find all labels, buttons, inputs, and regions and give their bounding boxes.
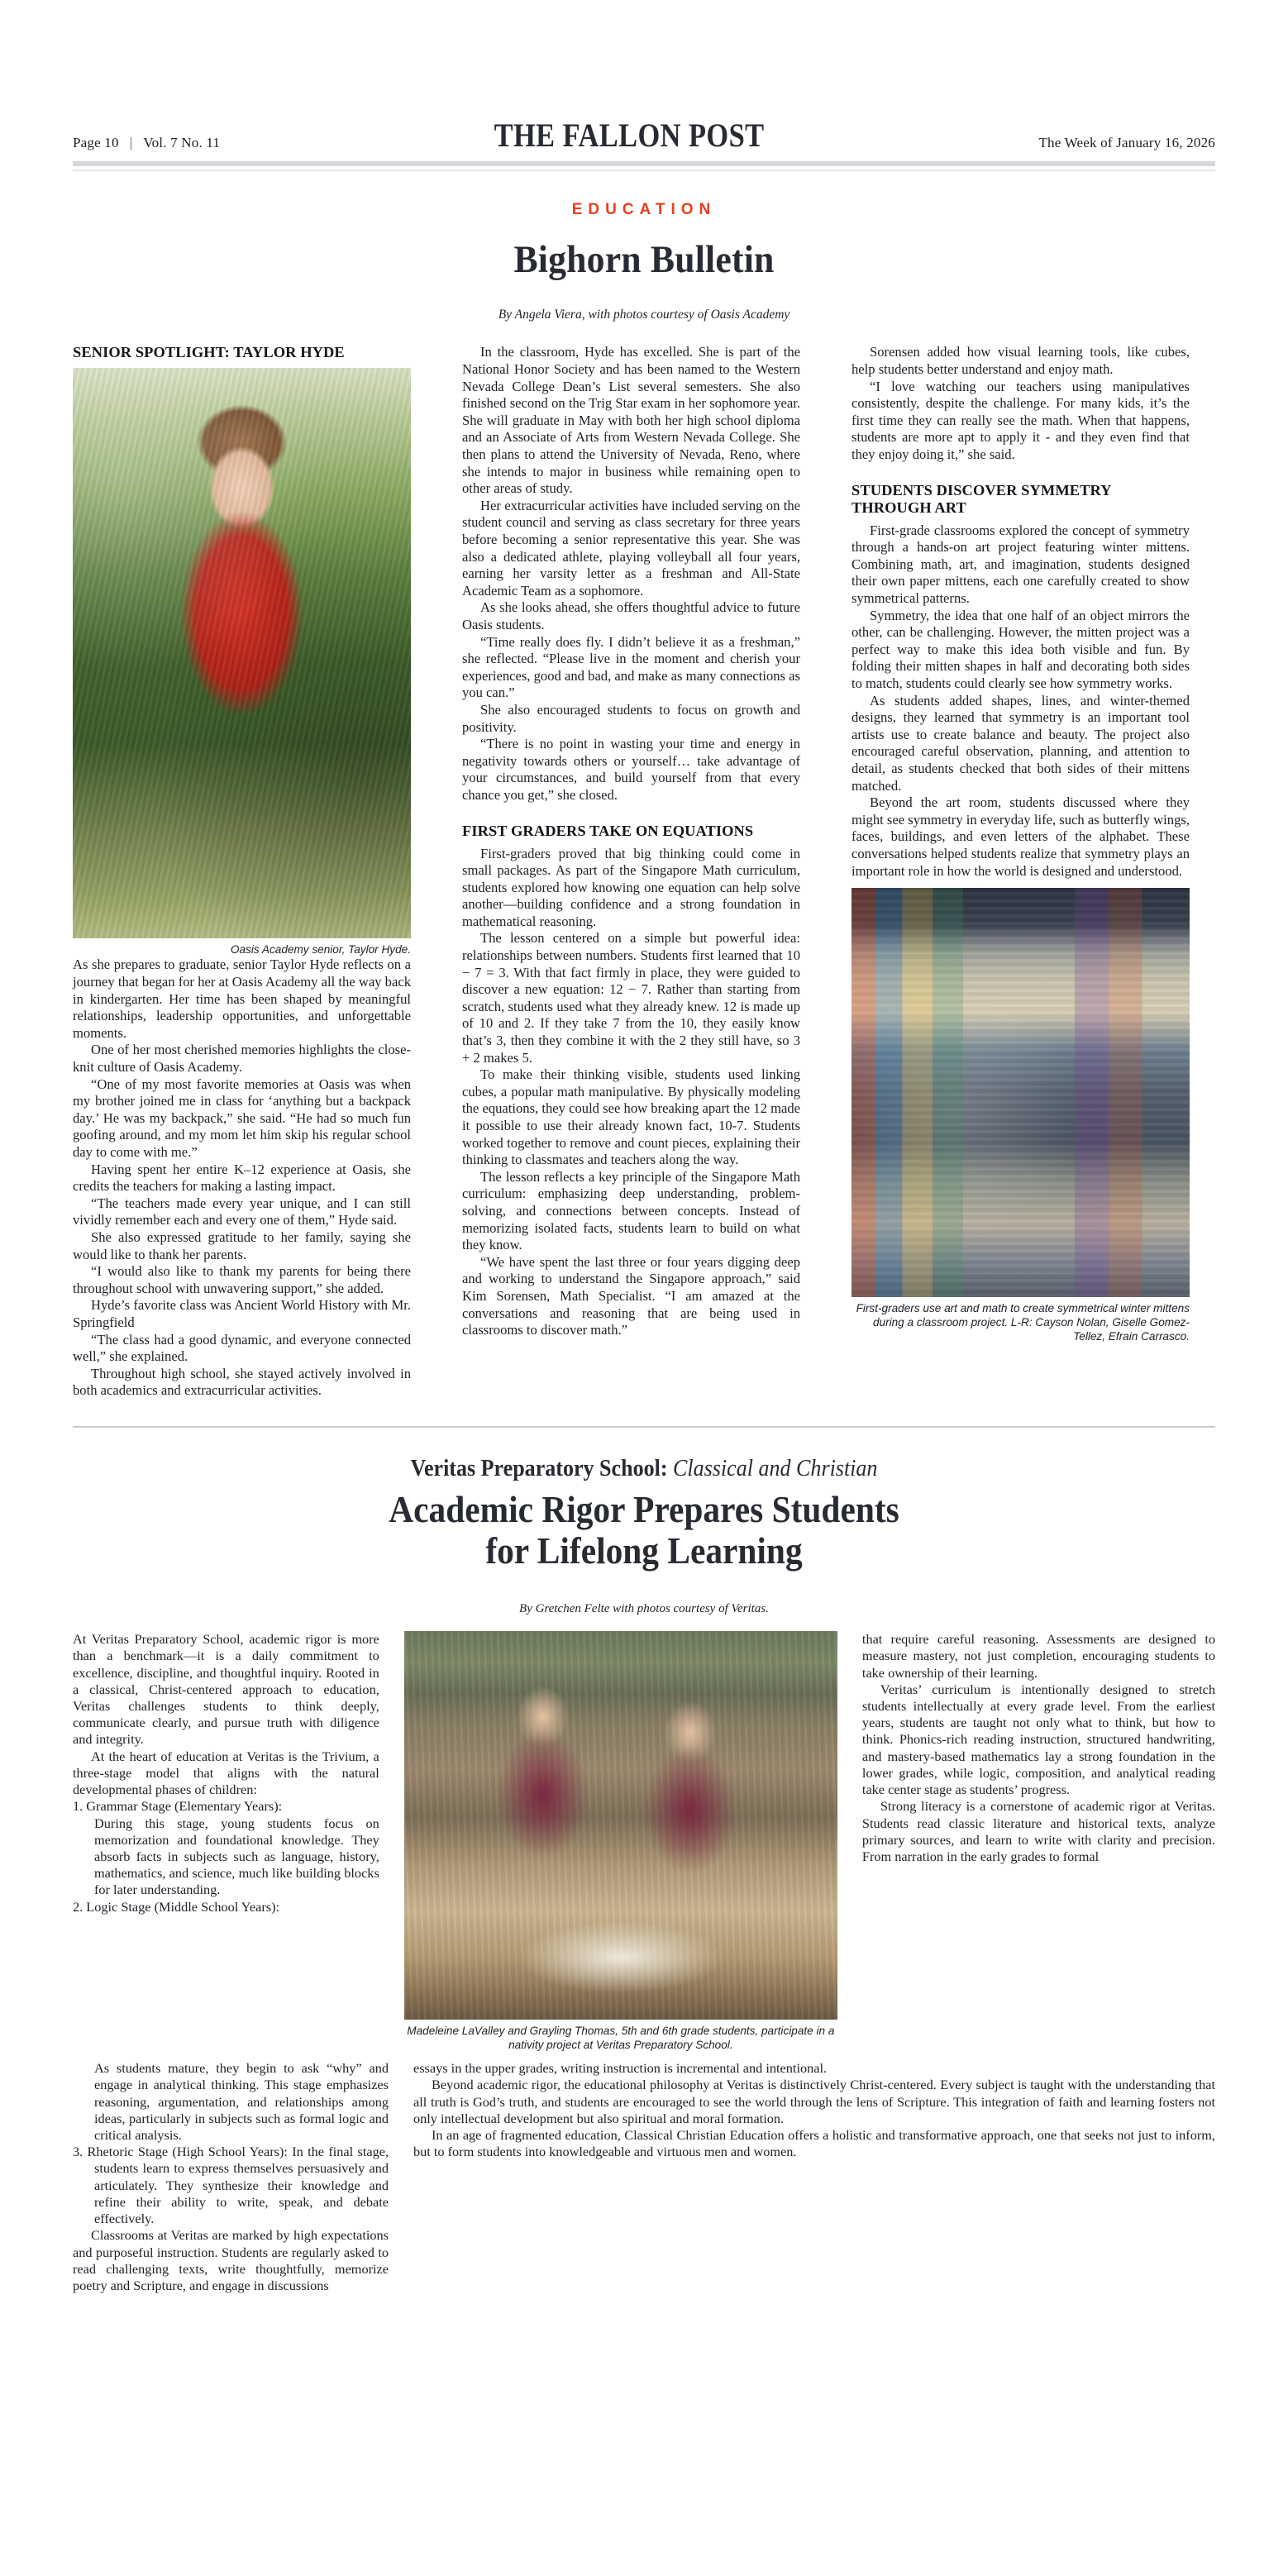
subhead-first-graders-equations: FIRST GRADERS TAKE ON EQUATIONS [462, 822, 754, 839]
masthead [73, 0, 1215, 154]
paragraph: Sorensen added how visual learning tools, like cubes, help students better understand and enjoy math. [852, 344, 1190, 378]
paragraph: The lesson reflects a key principle of the Singapore Math curriculum: emphasizing deep understanding, problem-solving, and connections between concepts. Instead of memorizing isolated facts, students learn to build on what they know. [462, 1168, 800, 1253]
subhead-senior-spotlight: SENIOR SPOTLIGHT: TAYLOR HYDE [73, 344, 345, 361]
veritas-kicker [112, 1456, 1175, 1482]
list-item [73, 1899, 379, 1915]
trivium-list [73, 1798, 379, 1915]
masthead-rule-thin [73, 169, 1215, 171]
paragraph: Strong literacy is a cornerstone of academic rigor at Veritas. Students read classic literature and historical texts, analyze primary sources, and learn to write with clarity and precision. From narration in the early grades to formal [861, 1798, 1215, 1864]
veritas-headline-line-2: for Lifelong Learning [485, 1529, 803, 1572]
article-divider [73, 1426, 1215, 1428]
veritas-byline: By Gretchen Felte with photos courtesy of Veritas. [519, 1602, 769, 1616]
paragraph: “There is no point in wasting your time and energy in negativity towards others or yourself… take advantage of your circumstances, and build yourself from that every chance you get,” she closed. [462, 736, 800, 803]
paragraph: Beyond the art room, students discussed where they might see symmetry in everyday life, such as butterfly wings, faces, buildings, and even letters of the alphabet. These conversations helped students realize that symmetry plays an important role in how the world is designed and understood. [852, 794, 1190, 879]
subhead-symmetry-through-art: STUDENTS DISCOVER SYMMETRY THROUGH ART [852, 481, 1111, 516]
newspaper-title: THE FALLON POST [494, 117, 765, 154]
paragraph: Veritas’ curriculum is intentionally designed to stretch students intellectually at every grade level. From the earliest years, students are taught not only what to think, but how to think. Phonics-rich reading instruction, structured handwriting, and mastery-based mathematics lay a strong foundation in the lower grades, while logic, composition, and analytical reading take center stage as students’ progress. [861, 1681, 1215, 1798]
column-one [73, 344, 411, 1399]
photo-first-graders-classroom [852, 888, 1190, 1297]
trivium-number: 2. [73, 1898, 83, 1915]
paragraph: She also expressed gratitude to her family, saying she would like to thank her parents. [73, 1228, 411, 1262]
photo-taylor-hyde [73, 368, 411, 938]
paragraph: As she prepares to graduate, senior Taylor Hyde reflects on a journey that began for her at Oasis Academy all the way back in kindergarten. Her time has been shaped by meaningful relationships, leadership opportunities, and unforgettable moments. [73, 956, 411, 1041]
paragraph: As she looks ahead, she offers thoughtful advice to future Oasis students. [462, 599, 800, 632]
paragraph: “Time really does fly. I didn’t believe it as a freshman,” she reflected. “Please live in the moment and cherish your experiences, good and bad, and make as many connections as you can.” [462, 633, 800, 701]
veritas-top-grid [73, 1631, 1215, 2052]
trivium-title: Grammar Stage (Elementary Years): [86, 1798, 283, 1815]
caption-nativity-project: Madeleine LaValley and Grayling Thomas, 5th and 6th grade students, participate in a nativity project at Veritas Preparatory School. [407, 2025, 835, 2052]
caption-first-graders-classroom: First-graders use art and math to create symmetrical winter mittens during a classroom project. L-R: Cayson Nolan, Giselle Gomez-Tellez, Efrain Carrasco. [856, 1302, 1190, 1343]
veritas-bottom-grid [73, 2060, 1215, 2294]
paragraph: To make their thinking visible, students used linking cubes, a popular math manipulative. By physically modeling the equations, they could see how breaking apart the 12 made it possible to use their already known fact, 10-7. Students worked together to remove and count pieces, explaining their thinking to classmates and teachers along the way. [462, 1066, 800, 1168]
trivium-text: During this stage, young students focus on memorization and foundational knowledge. They absorb facts in subjects such as language, history, mathematics, and science, much like building blocks for later understanding. [94, 1815, 379, 1898]
masthead-left [73, 135, 220, 151]
paragraph: As students added shapes, lines, and winter-themed designs, they learned that symmetry is an important tool artists use to create balance and beauty. The project also encouraged careful observation, planning, and attention to detail, as students checked that both sides of their mittens matched. [852, 692, 1190, 794]
veritas-kicker-bold: Veritas Preparatory School: [410, 1455, 668, 1481]
paragraph: “The class had a good dynamic, and everyone connected well,” she explained. [73, 1331, 411, 1365]
paragraph: “I love watching our teachers using manipulatives consistently, despite the challenge. For many kids, it’s the first time they can really see the math. When that happens, students are more apt to apply it - and they even find that they enjoy doing it,” she said. [852, 378, 1190, 463]
trivium-text: As students mature, they begin to ask “why” and engage in analytical thinking. This stage emphasizes reasoning, argumentation, and relationships among ideas, particularly in subjects such as formal logic and critical analysis. [94, 2060, 389, 2144]
paragraph: In an age of fragmented education, Classical Christian Education offers a holistic and transformative approach, one that seeks not just to inform, but to form students into knowledgeable and virtuous men and women. [413, 2127, 1215, 2160]
list-item [73, 1798, 379, 1898]
volume-issue-label: Vol. 7 No. 11 [143, 135, 221, 150]
column-three [852, 344, 1190, 1343]
paragraph: Hyde’s favorite class was Ancient World History with Mr. Springfield [73, 1297, 411, 1330]
veritas-kicker-italic: Classical and Christian [673, 1455, 878, 1481]
trivium-list-continued [73, 2060, 389, 2227]
paragraph: “I would also like to thank my parents for being there throughout school with unwavering support,” she added. [73, 1263, 411, 1296]
article-byline-bighorn: By Angela Viera, with photos courtesy of Oasis Academy [498, 308, 790, 322]
paragraph: Symmetry, the idea that one half of an object mirrors the other, can be challenging. However, the mitten project was a perfect way to make this idea both visible and fun. By folding their mitten shapes in half and decorating both sides to match, students could clearly see how symmetry works. [852, 607, 1190, 691]
masthead-separator: | [129, 135, 133, 150]
paragraph: First-grade classrooms explored the concept of symmetry through a hands-on art project featuring winter mittens. Combining math, art, and imagination, students designed their own paper mittens, each one carefully created to show symmetrical patterns. [852, 522, 1190, 607]
paragraph: “We have spent the last three or four years digging deep and working to understand the Singapore approach,” said Kim Sorensen, Math Specialist. “I am amazed at the conversations and reasoning that are being used in classrooms to discover math.” [462, 1253, 800, 1338]
veritas-headline-line-1: Academic Rigor Prepares Students [389, 1488, 899, 1530]
paragraph: First-graders proved that big thinking could come in small packages. As part of the Singapore Math curriculum, students explored how knowing one equation can help solve another—building confidence and a strong foundation in mathematical reasoning. [462, 845, 800, 929]
paragraph: that require careful reasoning. Assessments are designed to measure mastery, not just completion, encouraging students to take ownership of their learning. [861, 1631, 1215, 1681]
column-two [462, 344, 800, 1338]
list-item [73, 2060, 389, 2144]
page-number-label: Page 10 [73, 135, 119, 150]
paragraph: She also encouraged students to focus on growth and positivity. [462, 701, 800, 735]
paragraph: Her extracurricular activities have included serving on the student council and serving as class secretary for three years before becoming a senior representative this year. She was also a dedicated athlete, playing volleyball all four years, earning her varsity letter as a freshman and All-State Academic Team as a sophomore. [462, 497, 800, 599]
trivium-title: Logic Stage (Middle School Years): [86, 1898, 280, 1915]
veritas-headline [118, 1489, 1169, 1572]
paragraph: “One of my most favorite memories at Oasis was when my brother joined me in class for ‘anything but a backpack day.’ He was my backpack,” she said. “He had so much fun goofing around, and my mom let him skip his regular school day to come with me.” [73, 1076, 411, 1161]
paragraph: At the heart of education at Veritas is the Trivium, a three-stage model that aligns with the natural developmental phases of children: [73, 1748, 379, 1798]
paragraph: The lesson centered on a simple but powerful idea: relationships between numbers. Students first learned that 10 − 7 = 3. With that fact firmly in place, they were guided to discover a new equation: 12 − 7. Rather than starting from scratch, students used what they already knew. 12 is made up of 10 and 2. If they take 7 from the 10, they easily know that’s 3, then they combine it with the 2 they still have, so 3 + 2 makes 5. [462, 930, 800, 1066]
paragraph: In the classroom, Hyde has excelled. She is part of the National Honor Society and has been named to the Western Nevada College Dean’s List several semesters. She also finished second on the Trig Star exam in her sophomore year. She will graduate in May with both her high school diploma and an Associate of Arts from Western Nevada College. She then plans to attend the University of Nevada, Reno, where she intends to major in business while remaining open to other areas of study. [462, 344, 800, 497]
veritas-bottom-right [413, 2060, 1215, 2160]
trivium-number: 1. [73, 1798, 83, 1815]
paragraph: Beyond academic rigor, the educational philosophy at Veritas is distinctively Christ-centered. Every subject is taught with the understanding that all truth is God’s truth, and students are encouraged to see the world through the lens of Scripture. This integration of faith and learning fosters not only intellectual development but also spiritual and moral formation. [413, 2077, 1215, 2126]
paragraph: At Veritas Preparatory School, academic rigor is more than a benchmark—it is a daily commitment to excellence, discipline, and thoughtful inquiry. Rooted in a classical, Christ-centered approach to education, Veritas challenges students to think deeply, communicate clearly, and pursue truth with diligence and integrity. [73, 1631, 379, 1748]
education-article-columns [73, 344, 1215, 1399]
veritas-left-column [73, 1631, 379, 1915]
veritas-photo-column [404, 1631, 837, 2052]
section-kicker-education: EDUCATION [571, 201, 717, 218]
photo-nativity-project [404, 1631, 837, 2020]
veritas-body [73, 1631, 1215, 2294]
trivium-number: 3. [73, 2144, 83, 2160]
masthead-rule-thick [73, 161, 1215, 166]
trivium-text: In the final stage, students learn to express themselves persuasively and articulately. They synthesize their knowledge and refine their ability to write, speak, and debate effectively. [94, 2144, 389, 2227]
trivium-title: Rhetoric Stage (High School Years): [87, 2144, 288, 2160]
issue-date-label: The Week of January 16, 2026 [1038, 135, 1215, 150]
list-item [73, 2144, 389, 2227]
paragraph: “The teachers made every year unique, and I can still vividly remember each and every one of them,” Hyde said. [73, 1195, 411, 1228]
paragraph: One of her most cherished memories highlights the close-knit culture of Oasis Academy. [73, 1042, 411, 1076]
paragraph: essays in the upper grades, writing instruction is incremental and intentional. [413, 2060, 828, 2077]
paragraph: Classrooms at Veritas are marked by high expectations and purposeful instruction. Students are regularly asked to read challenging texts, write thoughtfully, memorize poetry and Scripture, and engage in discussions [73, 2227, 389, 2293]
paragraph: Throughout high school, she stayed actively involved in both academics and extracurricular activities. [73, 1365, 411, 1399]
veritas-bottom-left [73, 2060, 389, 2294]
paragraph: Having spent her entire K–12 experience at Oasis, she credits the teachers for making a lasting impact. [73, 1161, 411, 1195]
caption-taylor-hyde: Oasis Academy senior, Taylor Hyde. [230, 943, 411, 956]
article-title-bighorn-bulletin: Bighorn Bulletin [513, 238, 775, 281]
veritas-right-column [862, 1631, 1215, 1865]
